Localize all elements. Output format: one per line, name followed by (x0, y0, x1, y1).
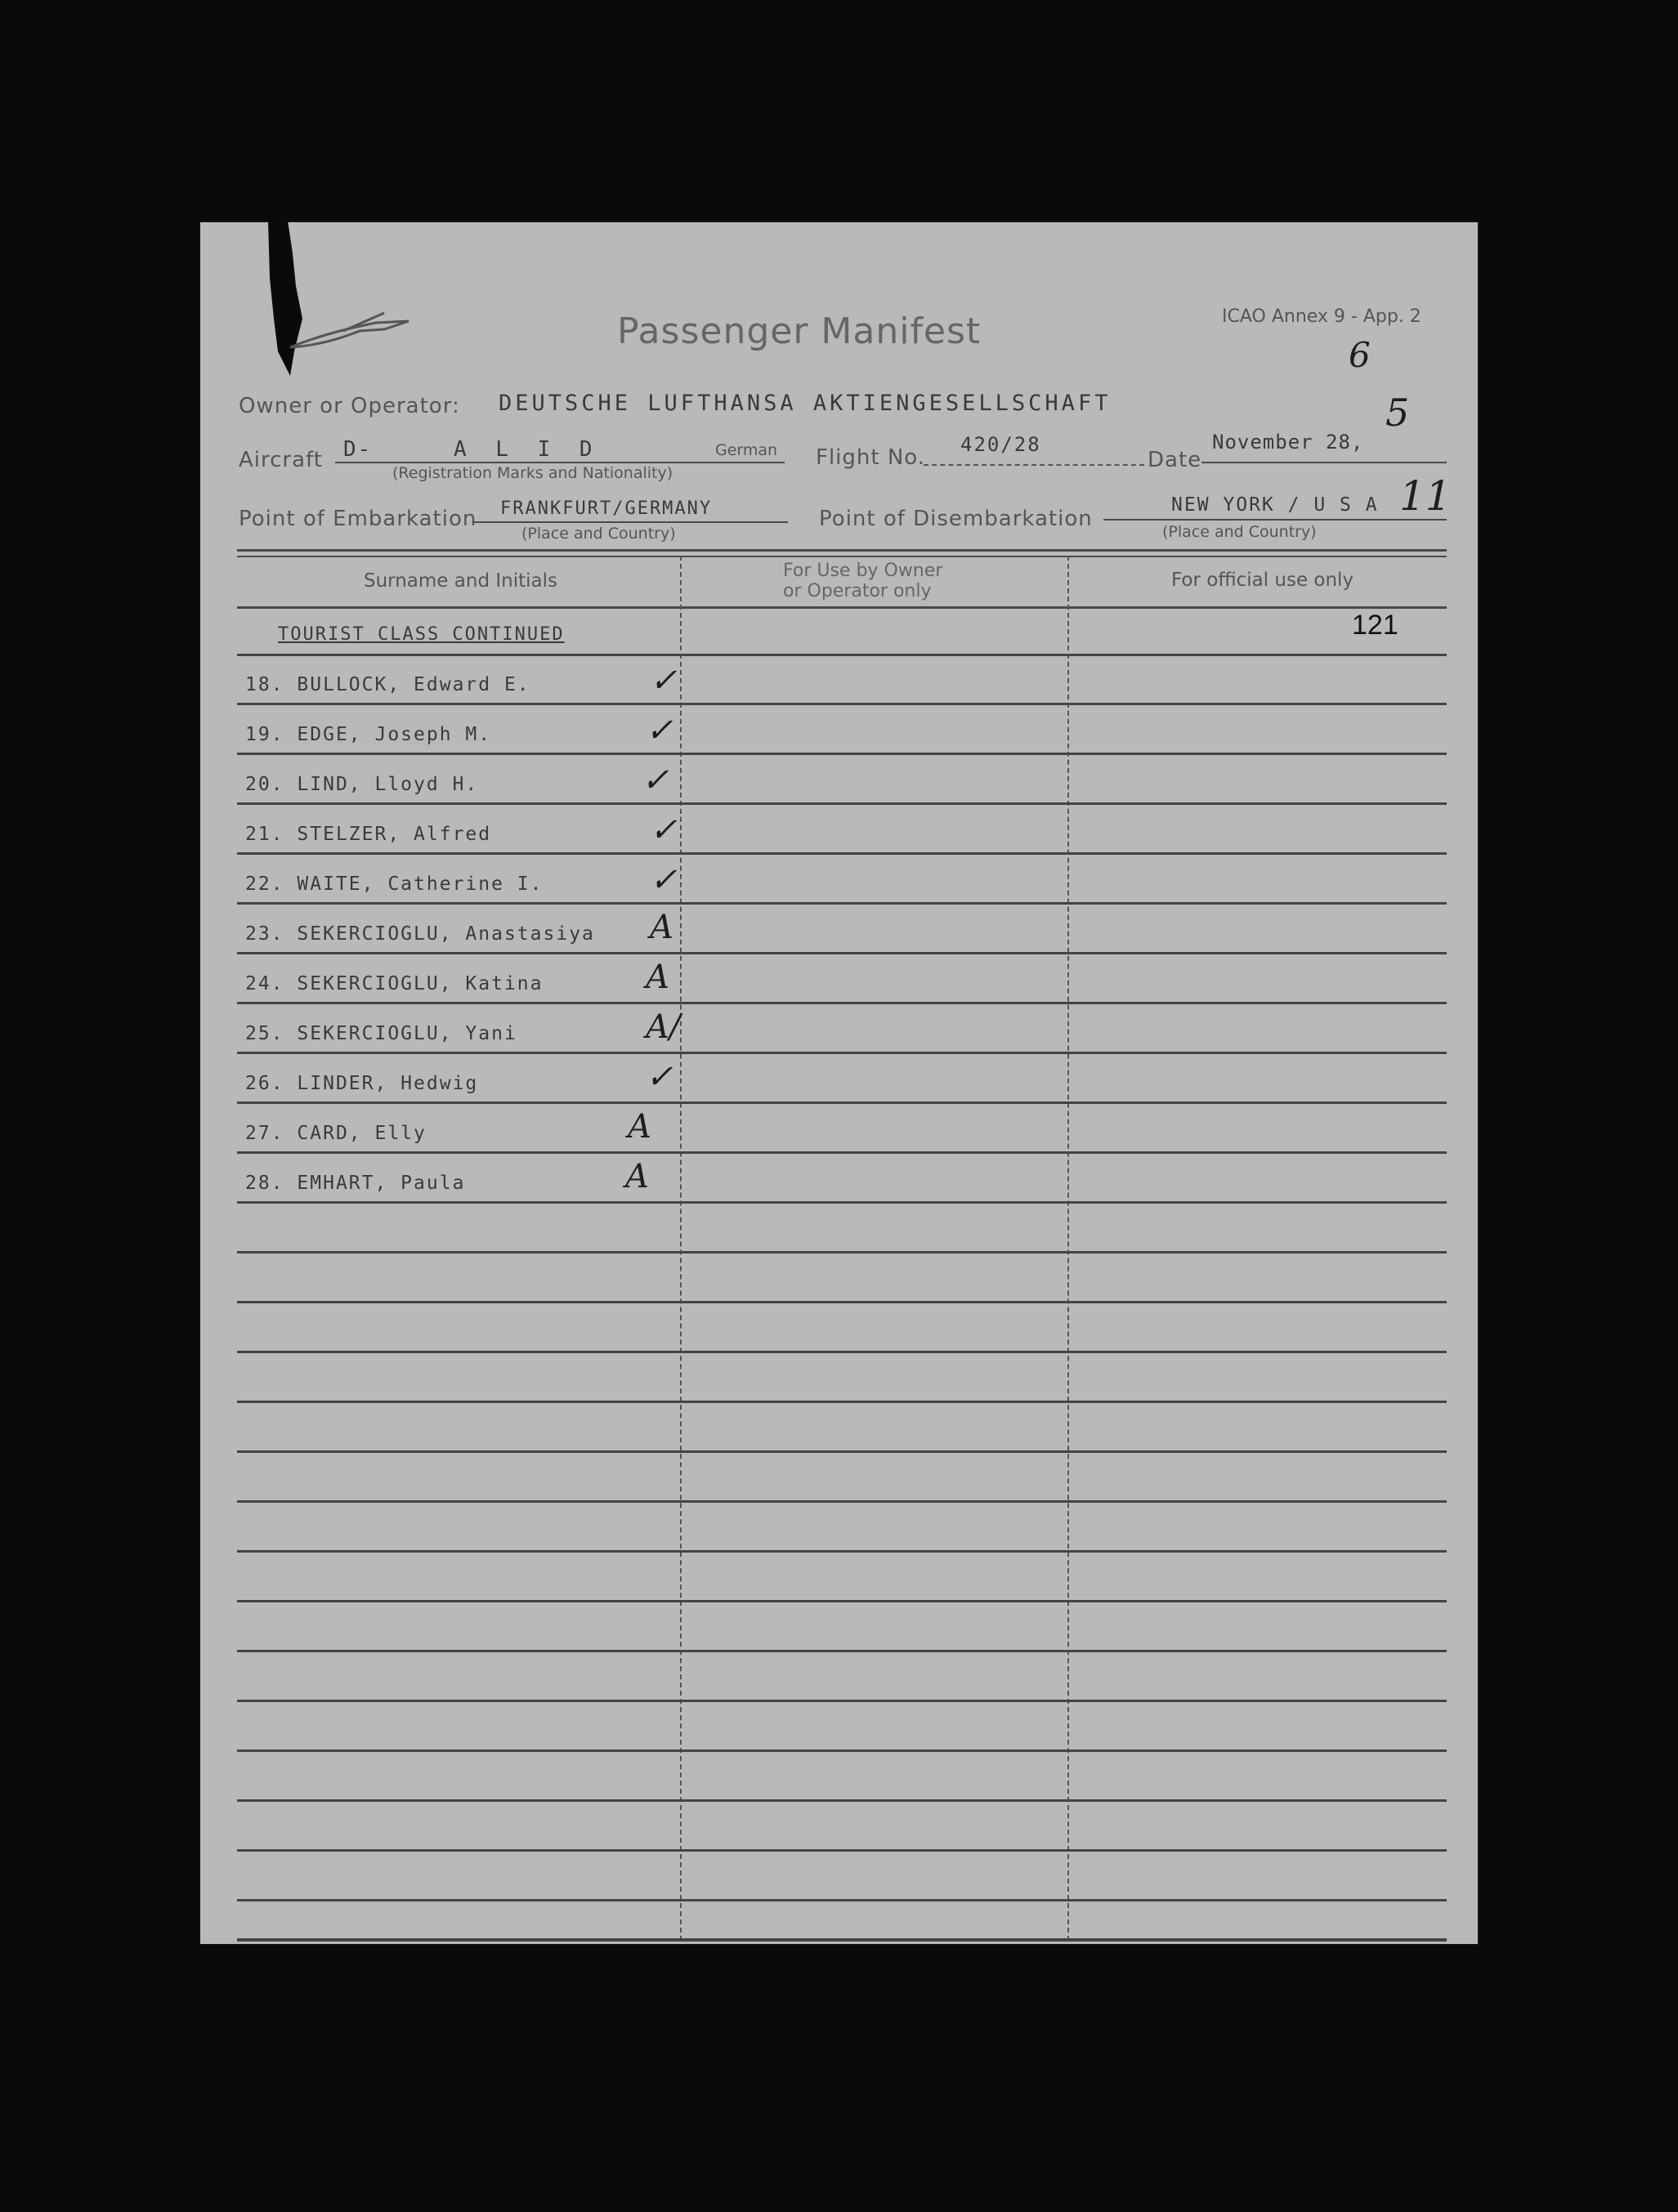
section-heading: TOURIST CLASS CONTINUED (278, 624, 565, 645)
page-number-handwritten: 6 (1349, 335, 1371, 375)
column-divider-2 (1067, 556, 1069, 1941)
date-label: Date (1148, 448, 1202, 472)
column-header-official-use: For official use only (1171, 570, 1354, 591)
passenger-row-26: 26. LINDER, Hedwig (245, 1073, 479, 1094)
passenger-row-25: 25. SEKERCIOGLU, Yani (245, 1023, 517, 1044)
passenger-row-18: 18. BULLOCK, Edward E. (245, 674, 530, 695)
mark-27: A (628, 1108, 651, 1146)
mark-28: A (625, 1158, 649, 1195)
official-number: 121 (1352, 610, 1398, 641)
mark-24: A (646, 959, 669, 996)
aircraft-registration: A L I D (454, 437, 601, 462)
check-mark-18: ✓ (650, 662, 678, 699)
passenger-row-20: 20. LIND, Lloyd H. (245, 774, 479, 795)
embarkation-label: Point of Embarkation (239, 507, 477, 531)
flight-label: Flight No. (816, 445, 926, 470)
column-header-surname: Surname and Initials (364, 570, 557, 592)
flight-value: 420/28 (960, 433, 1041, 456)
column-header-owner-use-2: or Operator only (783, 581, 932, 601)
owner-value: DEUTSCHE LUFTHANSA AKTIENGESELLSCHAFT (499, 391, 1112, 416)
date-underline (1201, 462, 1447, 463)
disembarkation-value: NEW YORK / U S A (1171, 494, 1379, 516)
aircraft-underline (335, 462, 785, 463)
check-mark-22: ✓ (650, 861, 678, 899)
flight-underline (924, 464, 1144, 466)
check-mark-21: ✓ (650, 811, 678, 849)
mark-25: A/ (646, 1008, 681, 1046)
torn-corner-mark (245, 221, 425, 384)
passenger-row-27: 27. CARD, Elly (245, 1123, 427, 1144)
aircraft-caption: (Registration Marks and Nationality) (392, 464, 673, 482)
disembarkation-handwritten: 11 (1399, 472, 1452, 520)
aircraft-prefix: D- (343, 437, 373, 462)
owner-label: Owner or Operator: (239, 394, 460, 418)
check-mark-26: ✓ (646, 1058, 673, 1096)
disembarkation-label: Point of Disembarkation (819, 507, 1093, 531)
passenger-row-21: 21. STELZER, Alfred (245, 824, 492, 845)
passenger-row-19: 19. EDGE, Joseph M. (245, 724, 492, 745)
check-mark-20: ✓ (642, 762, 669, 799)
embarkation-underline (472, 521, 788, 523)
aircraft-nationality: German (715, 441, 778, 459)
disembarkation-underline (1103, 519, 1447, 521)
disembarkation-caption: (Place and Country) (1162, 523, 1317, 541)
passenger-row-22: 22. WAITE, Catherine I. (245, 874, 544, 895)
table-top-rule (237, 549, 1447, 552)
column-header-owner-use-1: For Use by Owner (783, 561, 943, 581)
date-handwritten: 5 (1385, 391, 1410, 435)
form-reference: ICAO Annex 9 - App. 2 (1222, 306, 1421, 327)
aircraft-label: Aircraft (239, 448, 323, 472)
check-mark-19: ✓ (646, 712, 673, 749)
mark-23: A (650, 909, 673, 946)
form-title: Passenger Manifest (617, 311, 982, 352)
crane-logo-icon (286, 306, 417, 355)
table-top-rule-2 (237, 556, 1447, 557)
date-value: November 28, (1212, 431, 1364, 454)
column-divider-1 (680, 556, 682, 1941)
passenger-row-23: 23. SEKERCIOGLU, Anastasiya (245, 923, 595, 945)
passenger-row-28: 28. EMHART, Paula (245, 1173, 466, 1194)
table-header-rule (237, 606, 1447, 609)
passenger-row-24: 24. SEKERCIOGLU, Katina (245, 973, 544, 994)
embarkation-value: FRANKFURT/GERMANY (500, 498, 713, 519)
embarkation-caption: (Place and Country) (521, 525, 676, 543)
